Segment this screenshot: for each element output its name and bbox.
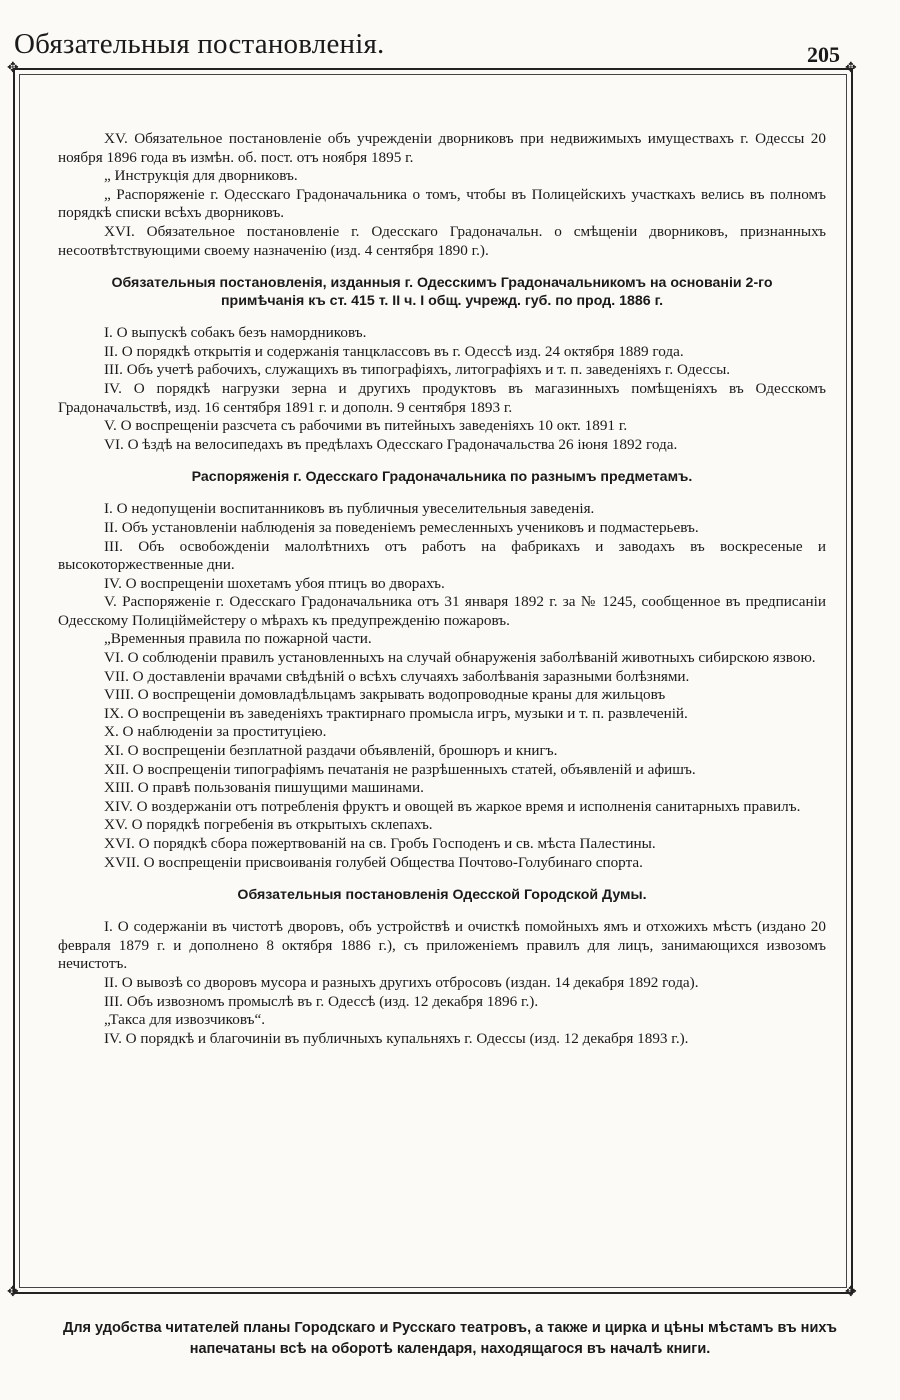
list-item: II. О вывозѣ со дворовъ мусора и разныхъ другихъ отбросовъ (издан. 14 декабря 1892 года).: [104, 973, 699, 991]
list-item: IV. О порядкѣ нагрузки зерна и другихъ продуктовъ въ магазинныхъ помѣщеніяхъ въ Одесскомъ Градоначальствѣ, изд. 16 сентября 1891 г. и дополн. 9 сентября 1893 г.: [58, 379, 826, 416]
list-item: I. О выпускѣ собакъ безъ намордниковъ.: [104, 324, 367, 342]
frame-ornament-icon: ✥: [845, 61, 857, 76]
list-item: IX. О воспрещеніи въ заведеніяхъ трактирнаго промысла игръ, музыки и т. п. развлеченій.: [104, 704, 688, 722]
frame-ornament-icon: ✥: [7, 1285, 19, 1300]
list-item: I. О недопущеніи воспитанниковъ въ публичныя увеселительныя заведенія.: [104, 500, 595, 518]
list-item: VIII. О воспрещеніи домовладѣльцамъ закрывать водопроводные краны для жильцовъ: [104, 686, 666, 704]
list-item: XII. О воспрещеніи типографіямъ печатанія не разрѣшенныхъ статей, объявленій и афишъ.: [104, 760, 696, 778]
list-item: IV. О порядкѣ и благочиніи въ публичныхъ купальняхъ г. Одессы (изд. 12 декабря 1893 г.).: [104, 1029, 689, 1047]
page-header: [0, 0, 900, 70]
page-number: 205: [807, 42, 840, 67]
list-item: II. Объ установленіи наблюденія за поведеніемъ ремесленныхъ учениковъ и подмастерьевъ.: [104, 518, 699, 536]
list-item: III. Объ учетѣ рабочихъ, служащихъ въ типографіяхъ, литографіяхъ и т. п. заведеніяхъ г. Одессы.: [104, 361, 731, 379]
section-duma: [58, 918, 826, 1048]
frame-ornament-icon: ✥: [845, 1285, 857, 1300]
list-item: „Временныя правила по пожарной части.: [104, 630, 372, 648]
list-item: „Такса для извозчиковъ“.: [104, 1011, 266, 1029]
list-item: XV. О порядкѣ погребенія въ открытыхъ склепахъ.: [104, 816, 433, 834]
list-item: VI. О соблюденіи правилъ установленныхъ на случай обнаруженія заболѣваній животныхъ сибирскою язвою.: [104, 649, 816, 667]
footer-note: Для удобства читателей планы Городскаго и Русскаго театровъ, а также и цирка и цѣны мѣстамъ въ нихъ напечатаны всѣ на оборотѣ календаря, находящагося въ началѣ книги.: [63, 1320, 837, 1357]
list-item: V. Распоряженіе г. Одесскаго Градоначальника отъ 31 января 1892 г. за № 1245, сообщенное въ предписаніи Одесскому Полиціймейстеру о мѣрахъ къ предупрежденію пожаровъ.: [58, 593, 826, 629]
list-item: I. О содержаніи въ чистотѣ дворовъ, объ устройствѣ и очисткѣ помойныхъ ямъ и отхожихъ мѣстъ (издано 20 февраля 1879 г. и дополнено 8 октября 1886 г.), съ приложеніемъ правилъ для лицъ, занимающихся извозомъ нечистотъ.: [58, 918, 826, 973]
list-item: XIV. О воздержаніи отъ потребленія фруктъ и овощей въ жаркое время и исполненія санитарныхъ правилъ.: [104, 797, 801, 815]
list-item: II. О порядкѣ открытія и содержанія танцклассовъ въ г. Одессѣ изд. 24 октября 1889 года.: [104, 342, 684, 360]
list-item: VI. О ѣздѣ на велосипедахъ въ предѣлахъ Одесскаго Градоначальства 26 іюня 1892 года.: [104, 435, 678, 453]
section-heading: Распоряженія г. Одесскаго Градоначальника по разнымъ предметамъ.: [191, 469, 693, 486]
list-item: XVI. Обязательное постановленіе г. Одесскаго Градоначальн. о смѣщеніи дворниковъ, признанныхъ несоотвѣтствующими своему назначенію (изд. 4 сентября 1890 г.).: [58, 222, 826, 259]
list-item: III. Объ освобожденіи малолѣтнихъ отъ работъ на фабрикахъ и заводахъ въ воскресеные и высокоторжественные дни.: [58, 537, 826, 574]
running-title: Обязательныя постановленія.: [14, 28, 385, 60]
list-item: XIII. О правѣ пользованія пишущими машинами.: [104, 779, 424, 797]
list-item: V. О воспрещеніи разсчета съ рабочими въ питейныхъ заведеніяхъ 10 окт. 1891 г.: [104, 417, 628, 435]
list-item: XVI. О порядкѣ сбора пожертвованій на св. Гробъ Господенъ и св. мѣста Палестины.: [104, 835, 656, 852]
list-item: „ Распоряженіе г. Одесскаго Градоначальника о томъ, чтобы въ Полицейскихъ участкахъ велись въ полномъ порядкѣ списки всѣхъ дворниковъ.: [58, 185, 826, 222]
list-item: XI. О воспрещеніи безплатной раздачи объявленій, брошюръ и книгъ.: [104, 742, 558, 760]
section-heading: Обязательныя постановленія Одесской Городской Думы.: [237, 887, 647, 904]
page-content: [58, 130, 826, 1048]
list-item: XVII. О воспрещеніи присвоиванія голубей Общества Почтово-Голубинаго спорта.: [104, 853, 643, 871]
list-item: „ Инструкція для дворниковъ.: [104, 167, 298, 185]
list-item: VII. О доставленіи врачами свѣдѣній о всѣхъ случаяхъ заболѣванія заразными болѣзнями.: [104, 667, 690, 685]
section-dvorniki: [58, 130, 826, 260]
section-rasporyazheniya: [58, 500, 826, 872]
frame-ornament-icon: ✥: [7, 61, 19, 76]
section-gradonachalnik: [58, 324, 826, 454]
list-item: XV. Обязательное постановленіе объ учрежденіи дворниковъ при недвижимыхъ имуществахъ г. Одессы 20 ноября 1896 года въ измѣн. об. пост. отъ ноября 1895 г.: [58, 130, 826, 166]
list-item: X. О наблюденіи за проституціею.: [104, 723, 327, 741]
list-item: III. Объ извозномъ промыслѣ въ г. Одессѣ (изд. 12 декабря 1896 г.).: [104, 992, 539, 1010]
list-item: IV. О воспрещеніи шохетамъ убоя птицъ во дворахъ.: [104, 574, 445, 592]
section-heading: Обязательныя постановленія, изданныя г. Одесскимъ Градоначальникомъ на основаніи 2-го примѣчанія къ ст. 415 т. II ч. I общ. учрежд. губ. по прод. 1886 г.: [111, 275, 773, 310]
